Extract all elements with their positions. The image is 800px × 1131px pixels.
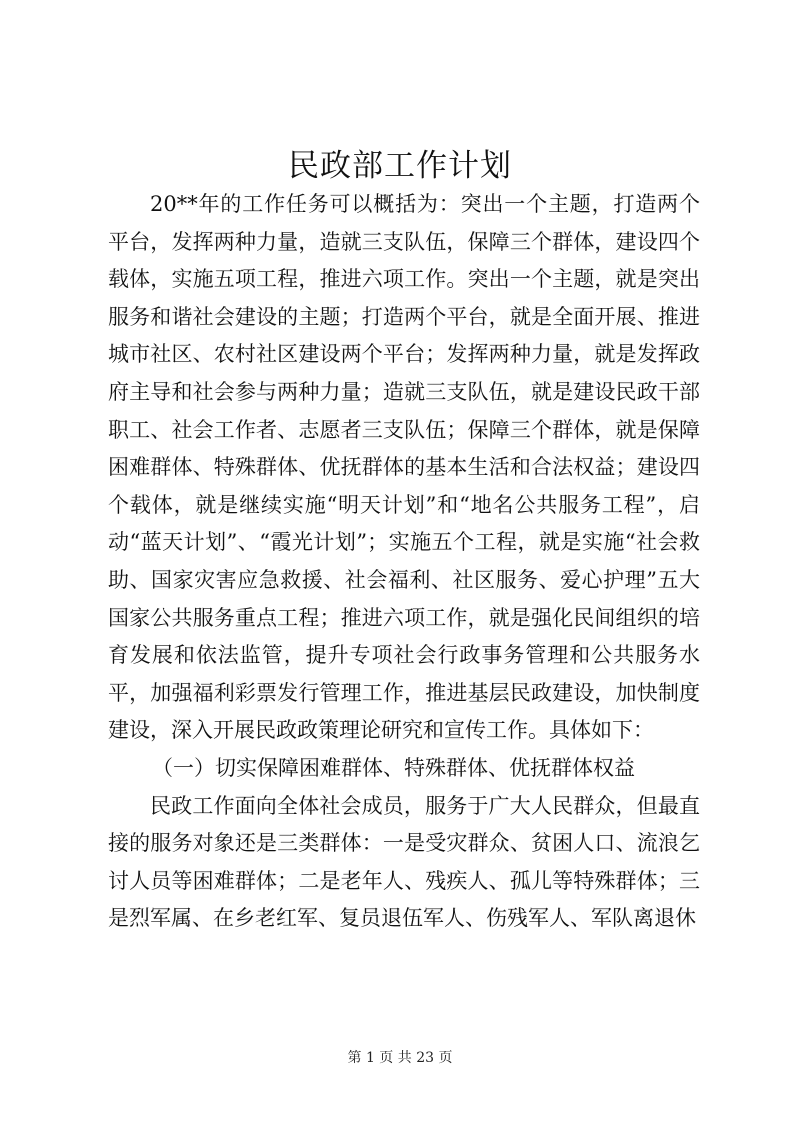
paragraph-section-1: 民政工作面向全体社会成员，服务于广大人民群众，但最直接的服务对象还是三类群体：一是受灾群众、贫困人口、流浪乞讨人员等困难群体；二是老年人、残疾人、孤儿等特殊群体；三是烈军属、在乡老红军、复员退伍军人、伤残军人、军队离退休 xyxy=(108,793,700,931)
page-footer: 第 1 页 共 23 页 xyxy=(347,1050,453,1066)
section-heading: （一）切实保障困难群体、特殊群体、优抚群体权益 xyxy=(152,755,635,780)
document-title: 民政部工作计划 xyxy=(288,148,512,184)
paragraph-intro: 20**年的工作任务可以概括为：突出一个主题，打造两个平台，发挥两种力量，造就三支队伍，保障三个群体，建设四个载体，实施五项工程，推进六项工作。突出一个主题，就是突出服务和谐社会建设的主题；打造两个平台，就是全面开展、推进城市社区、农村社区建设两个平台；发挥两种力量，就是发挥政府主导和社会参与两种力量；造就三支队伍，就是建设民政干部职工、社会工作者、志愿者三支队伍；保障三个群体，就是保障困难群体、特殊群体、优抚群体的基本生活和合法权益；建设四个载体，就是继续实施“明天计划”和“地名公共服务工程”，启动“蓝天计划”、“霞光计划”；实施五个工程，就是实施“社会救助、国家灾害应急救援、社会福利、社区服务、爱心护理”五大国家公共服务重点工程；推进六项工作，就是强化民间组织的培育发展和依法监管，提升专项社会行政事务管理和公共服务水平，加强福利彩票发行管理工作，推进基层民政建设，加快制度建设，深入开展民政政策理论研究和宣传工作。具体如下： xyxy=(108,192,700,743)
document-body xyxy=(108,186,700,938)
